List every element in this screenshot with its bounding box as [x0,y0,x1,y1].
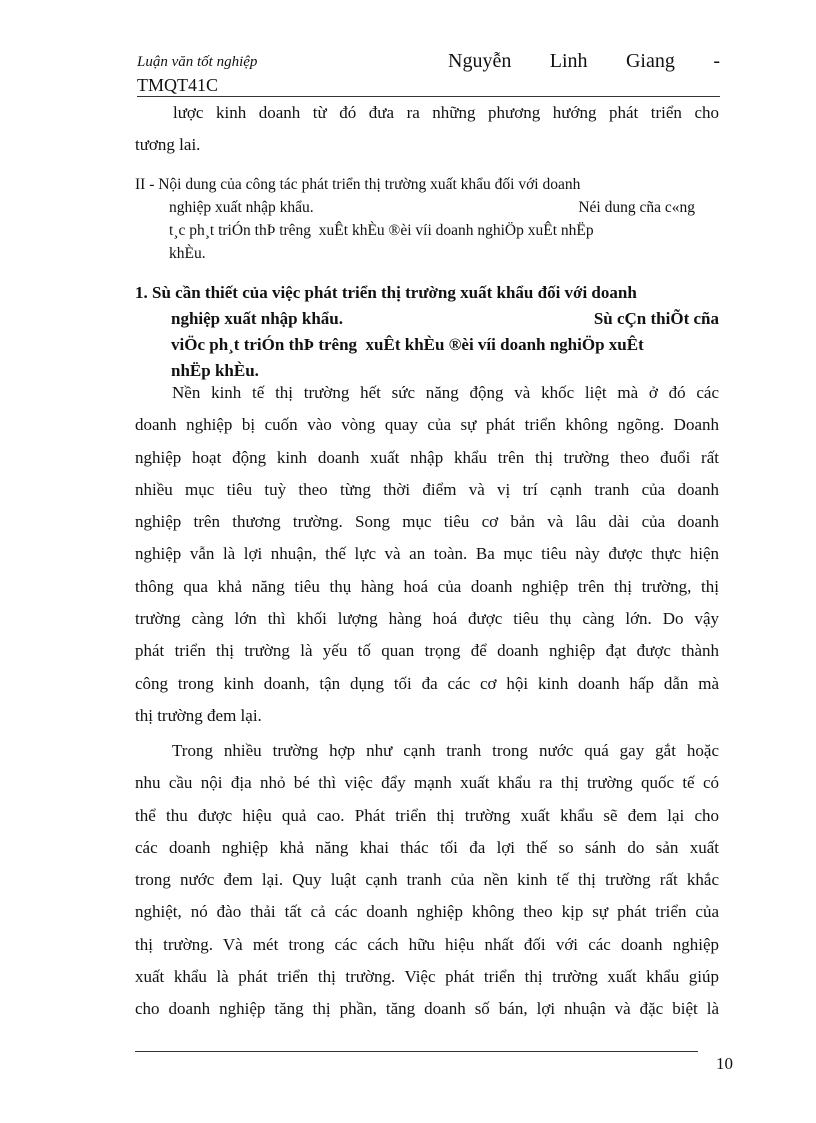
text-line: trường càng lớn thì khối lượng hàng hoá được tiêu thụ càng lớn. Do vậy [135,609,719,629]
heading-line: 1. Sù cần thiết của việc phát triển thị trường xuất khẩu đối với doanh [135,283,637,302]
heading-line-garbled: Néi dung cña c«ng [578,199,695,216]
continued-paragraph [135,97,719,162]
author-word: Nguyễn [448,50,512,72]
text-line: Nền kinh tế thị trường hết sức năng động và khốc liệt mà ở đó các [172,383,719,402]
text-line: nghiệp vẫn là lợi nhuận, thế lực và an toàn. Ba mục tiêu này được thực hiện [135,544,719,564]
text-line: nhiều mục tiêu tuỳ theo từng thời điểm và vị trí cạnh tranh của doanh [135,479,719,499]
section-heading [135,173,719,265]
author-word: Linh [549,50,588,72]
footer-rule [135,1051,698,1052]
text-line: xuất khẩu là phát triển thị trường. Việc phát triển thị trường xuất khẩu giúp [135,967,719,987]
text-line: phát triển thị trường là yếu tố quan trọng để doanh nghiệp đạt được thành [135,641,719,661]
text-line: cho doanh nghiệp tăng thị phần, tăng doanh số bán, lợi nhuận và đặc biệt là [135,999,719,1019]
page-number: 10 [716,1054,733,1073]
text-line: tương lai. [135,135,201,155]
text-line: công trong kinh doanh, tận dụng tối đa các cơ hội kinh doanh hấp dẫn mà [135,673,719,693]
author-word: Giang [625,50,675,72]
heading-line: II - Nội dung của công tác phát triển thị trường xuất khẩu đối với doanh [135,176,581,193]
subsection-heading [135,280,719,384]
heading-line-garbled: Sù cÇn thiÕt cña [593,309,719,328]
text-line: nghiệp trên thương trường. Song mục tiêu cơ bản và lâu dài của doanh [135,512,719,532]
heading-line-garbled: nhËp khÈu. [171,361,259,380]
text-line: lược kinh doanh từ đó đưa ra những phương hướng phát triển cho [173,103,719,122]
heading-line: nghiệp xuất nhập khẩu. [171,309,343,328]
text-line: nghiệp hoạt động kinh doanh xuất nhập khẩu trên thị trường theo đuổi rất [135,447,719,467]
thesis-label: Luận văn tốt nghiệp [137,54,258,70]
text-line: doanh nghiệp bị cuốn vào vòng quay của sự phát triển không ngõng. Doanh [135,415,719,435]
heading-line-garbled: khÈu. [169,245,206,262]
class-code: TMQT41C [137,75,218,95]
text-line: thị trường đem lại. [135,705,262,725]
heading-line-garbled: viÖc ph¸t triÓn thÞ trêng xuÊt khÈu ®èi víi doanh nghiÖp xuÊt [171,335,644,354]
text-line: các doanh nghiệp khả năng khai thác tối đa lợi thế so sánh do sản xuất [135,837,719,857]
text-line: nhu cầu nội địa nhỏ bé thì việc đẩy mạnh xuất khẩu ra thị trường quốc tế có [135,773,719,793]
text-line: thị trường. Và mét trong các cách hữu hiệu nhất đối với các doanh nghiệp [135,934,719,954]
heading-line-garbled: t¸c ph¸t triÓn thÞ trêng xuÊt khÈu ®èi víi doanh nghiÖp xuÊt nhËp [169,222,594,239]
text-line: Trong nhiều trường hợp như cạnh tranh trong nước quá gay gắt hoặc [172,741,719,760]
body-paragraph [135,377,719,732]
text-line: thể thu được hiệu quả cao. Phát triển thị trường xuất khẩu sẽ đem lại cho [135,805,719,825]
heading-line: nghiệp xuất nhập khẩu. [169,199,314,216]
text-line: thông qua khả năng tiêu thụ hàng hoá của doanh nghiệp trên thị trường, thị [135,576,719,596]
author-name [448,50,720,73]
author-word: - [713,50,720,72]
text-line: nghiệt, nó đào thải tất cả các doanh nghiệp không theo kịp sự phát triển của [135,902,719,922]
body-paragraph [135,735,719,1026]
text-line: trong nước đem lại. Quy luật cạnh tranh của nền kinh tế thị trường rất khắc [135,870,719,890]
